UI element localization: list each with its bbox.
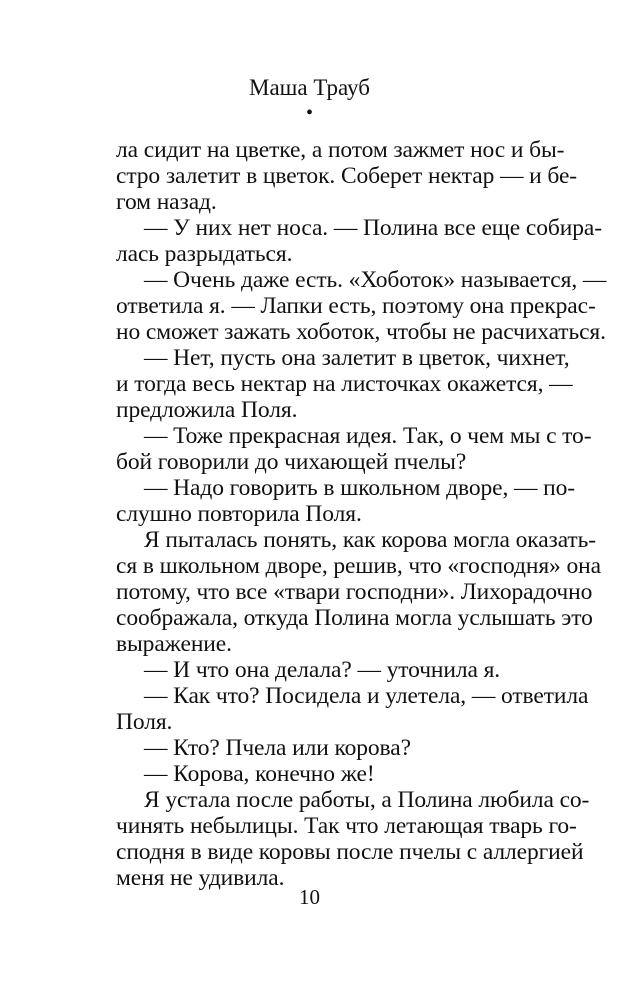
text-line: предложила Поля.	[116, 397, 298, 423]
text-line: но сможет зажать хоботок, чтобы не расчихаться.	[116, 319, 606, 345]
bullet-ornament: •	[305, 102, 313, 124]
text-line: и тогда весь нектар на листочках окажется, —	[116, 371, 573, 397]
text-line: — Надо говорить в школьном дворе, — по-	[144, 475, 576, 501]
text-line: сподня в виде коровы после пчелы с аллергией	[116, 839, 584, 865]
text-line: Поля.	[116, 709, 173, 735]
text-line: ответила я. — Лапки есть, поэтому она прекрас-	[116, 293, 596, 319]
text-line: — Нет, пусть она залетит в цветок, чихнет,	[144, 345, 570, 371]
text-line: — И что она делала? — уточнила я.	[144, 657, 501, 683]
text-line: Я устала после работы, а Полина любила со-	[144, 787, 590, 813]
text-line: стро залетит в цветок. Соберет нектар — и бе-	[116, 163, 578, 189]
text-line: Я пыталась понять, как корова могла оказать-	[144, 527, 596, 553]
text-line: — У них нет носа. — Полина все еще собира-	[144, 215, 602, 241]
running-head-author: Маша Трауб	[249, 75, 370, 100]
text-line: чинять небылицы. Так что летающая тварь го-	[116, 813, 577, 839]
text-line: — Как что? Посидела и улетела, — ответила	[144, 683, 589, 709]
text-line: — Кто? Пчела или корова?	[144, 735, 411, 761]
text-line: — Тоже прекрасная идея. Так, о чем мы с то-	[144, 423, 592, 449]
text-line: лась разрыдаться.	[116, 241, 293, 267]
text-line: ла сидит на цветке, а потом зажмет нос и бы-	[116, 137, 565, 163]
text-line: ся в школьном дворе, решив, что «господня» она	[116, 553, 601, 579]
text-line: потому, что все «твари господни». Лихорадочно	[116, 579, 593, 605]
text-line: соображала, откуда Полина могла услышать это	[116, 605, 593, 631]
text-line: выражение.	[116, 631, 232, 657]
text-line: слушно повторила Поля.	[116, 501, 362, 527]
text-line: — Очень даже есть. «Хоботок» называется, —	[144, 267, 607, 293]
text-line: меня не удивила.	[116, 865, 285, 891]
text-line: — Корова, конечно же!	[144, 761, 375, 787]
page-number: 10	[299, 885, 320, 909]
text-line: гом назад.	[116, 189, 217, 215]
text-line: бой говорили до чихающей пчелы?	[116, 449, 467, 475]
